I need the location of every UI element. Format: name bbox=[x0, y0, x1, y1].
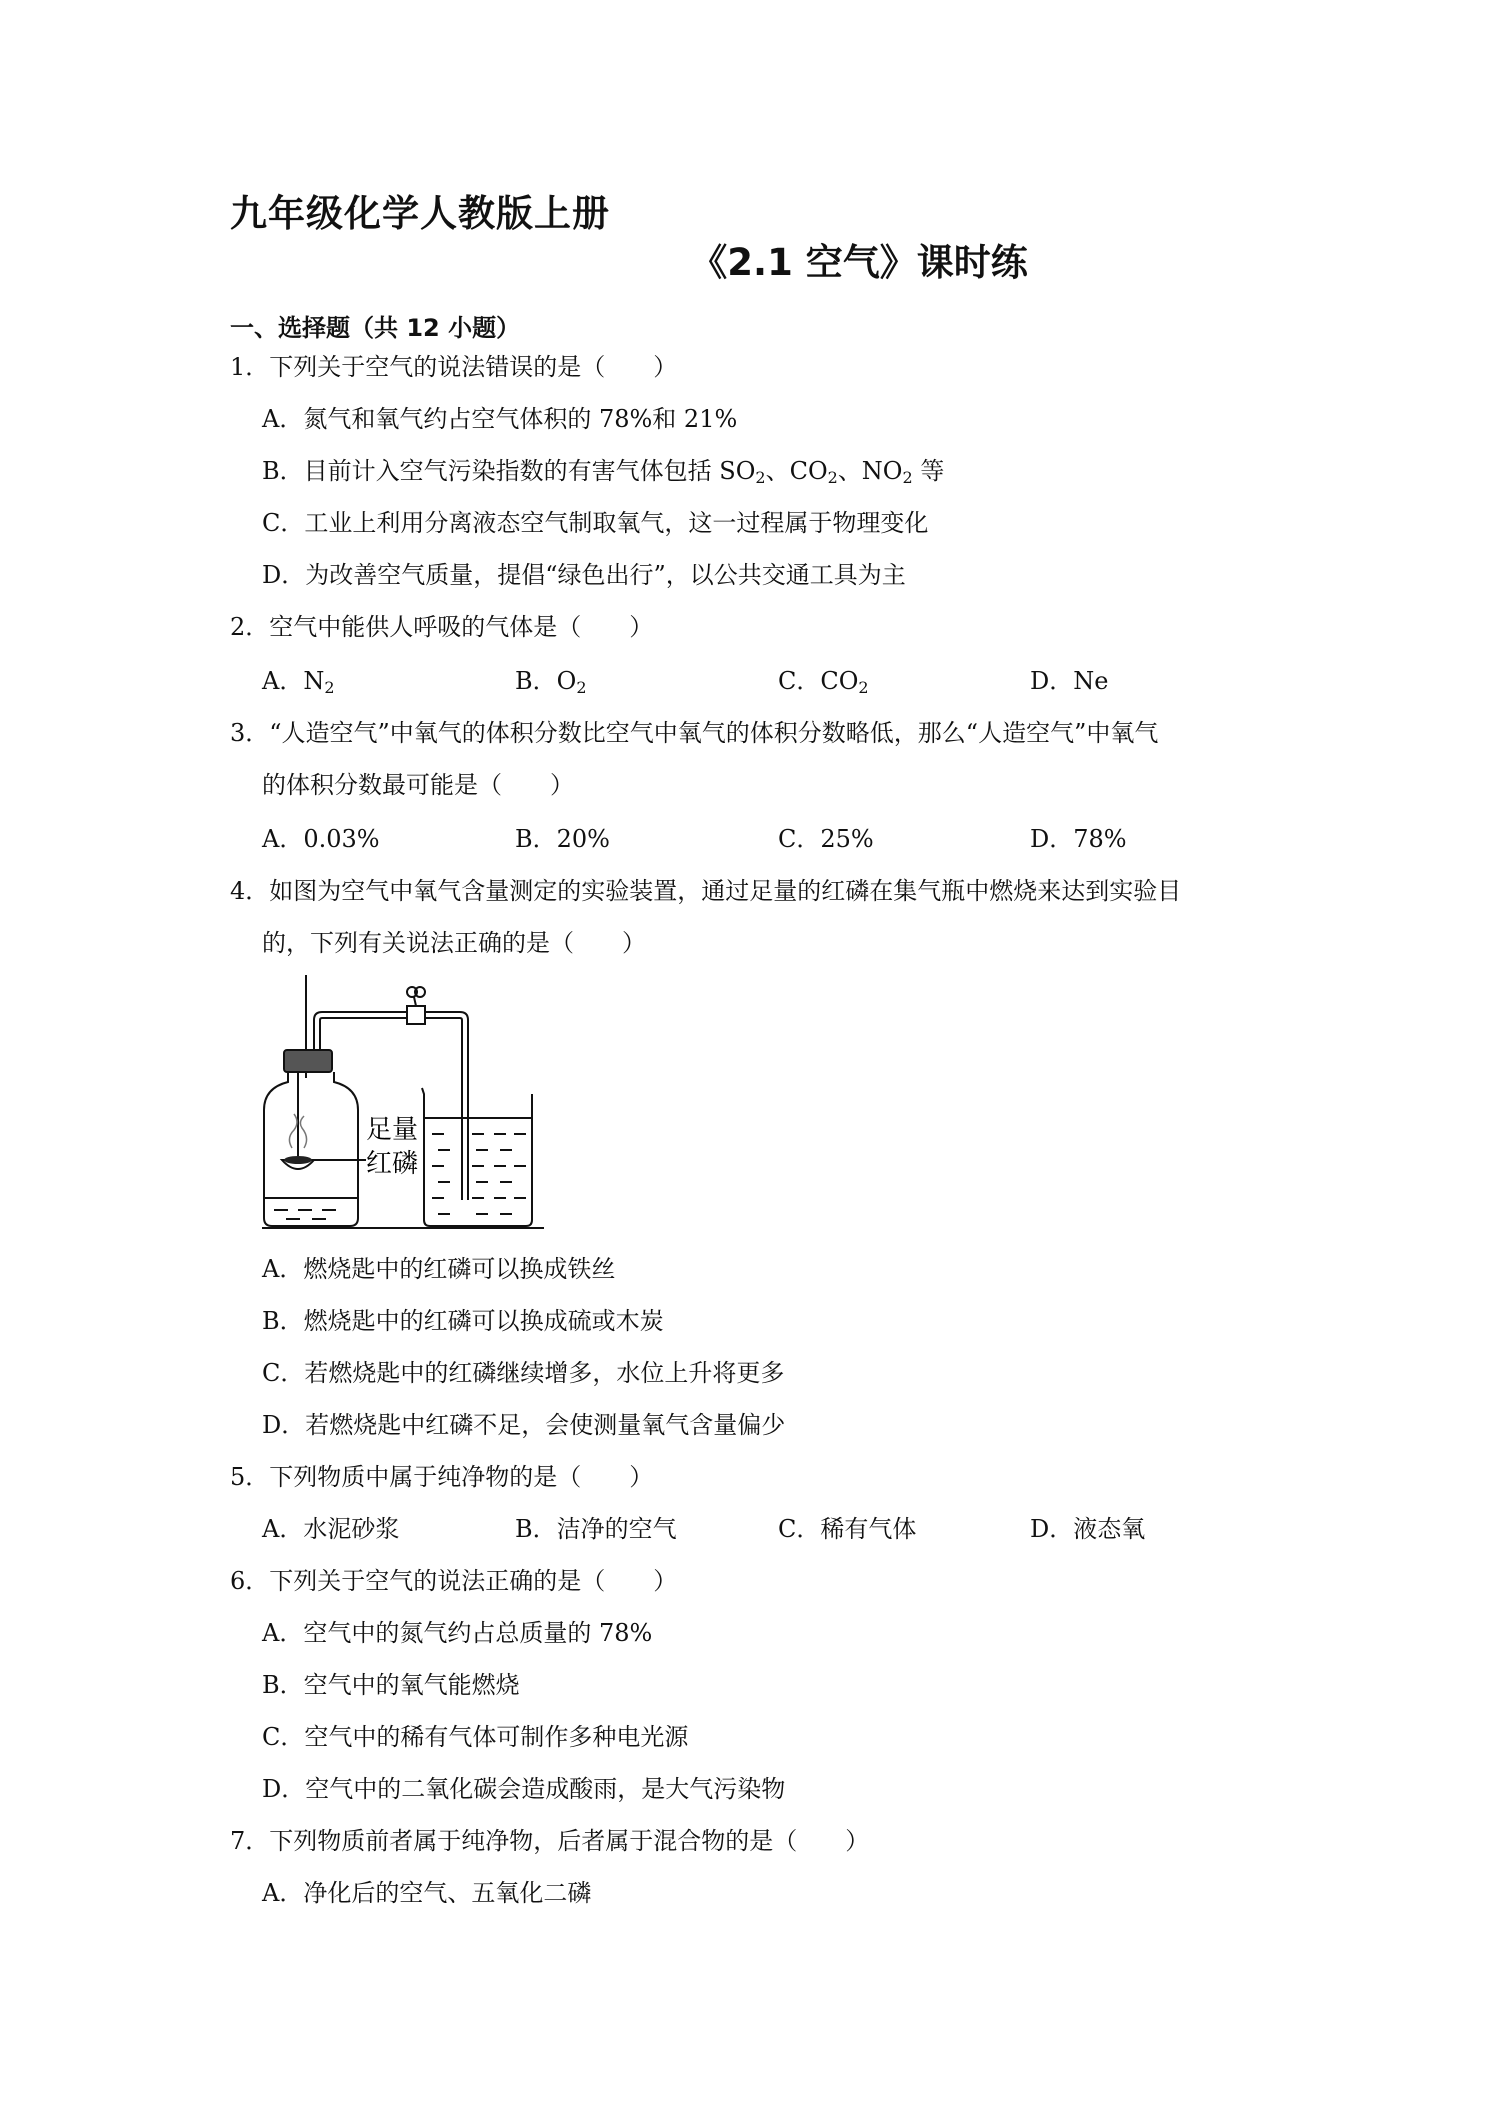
red-phosphorus bbox=[284, 1156, 312, 1164]
beaker bbox=[422, 1088, 532, 1226]
document-subtitle: 《2.1 空气》课时练 bbox=[690, 241, 1028, 284]
question-5-option-d: D．液态氧 bbox=[1030, 1515, 1146, 1543]
question-2-option-b: B．$O_2$ bbox=[515, 667, 587, 697]
question-3-option-c: C．25% bbox=[778, 825, 874, 853]
question-3-option-a: A．0.03% bbox=[262, 825, 380, 853]
question-3-option-b: B．20% bbox=[515, 825, 610, 853]
question-6-option-d: D．空气中的二氧化碳会造成酸雨，是大气污染物 bbox=[262, 1775, 786, 1803]
question-1-option-d: D．为改善空气质量，提倡“绿色出行”，以公共交通工具为主 bbox=[262, 561, 906, 589]
question-4-option-c: C．若燃烧匙中的红磷继续增多，水位上升将更多 bbox=[262, 1359, 785, 1387]
question-4-option-a: A．燃烧匙中的红磷可以换成铁丝 bbox=[262, 1255, 616, 1283]
question-6-option-c: C．空气中的稀有气体可制作多种电光源 bbox=[262, 1723, 689, 1751]
question-1-stem: 1．下列关于空气的说法错误的是（ ） bbox=[230, 353, 678, 381]
question-3-option-d: D．78% bbox=[1030, 825, 1127, 853]
question-5-option-a: A．水泥砂浆 bbox=[262, 1515, 400, 1543]
question-4-option-d: D．若燃烧匙中红磷不足，会使测量氧气含量偏少 bbox=[262, 1411, 786, 1439]
question-4-stem-line2: 的，下列有关说法正确的是（ ） bbox=[262, 929, 646, 957]
question-2-option-a: A．$N_2$ bbox=[262, 667, 335, 697]
gas-collecting-jar bbox=[264, 1072, 358, 1226]
question-3-stem-line2: 的体积分数最可能是（ ） bbox=[262, 771, 574, 799]
figure-label-sufficient: 足量 bbox=[366, 1115, 419, 1145]
question-4-option-b: B．燃烧匙中的红磷可以换成硫或木炭 bbox=[262, 1307, 664, 1335]
document-title: 九年级化学人教版上册 bbox=[230, 192, 610, 235]
section-heading: 一、选择题（共 12 小题） bbox=[230, 314, 521, 342]
oxygen-measurement-apparatus-figure bbox=[262, 970, 552, 1230]
question-5-option-b: B．洁净的空气 bbox=[515, 1515, 677, 1543]
question-4-stem-line1: 4．如图为空气中氧气含量测定的实验装置，通过足量的红磷在集气瓶中燃烧来达到实验目 bbox=[230, 877, 1182, 905]
question-7-option-a: A．净化后的空气、五氧化二磷 bbox=[262, 1879, 592, 1907]
question-3-stem-line1: 3．“人造空气”中氧气的体积分数比空气中氧气的体积分数略低，那么“人造空气”中氧气 bbox=[230, 719, 1159, 747]
question-5-option-c: C．稀有气体 bbox=[778, 1515, 917, 1543]
spring-clamp bbox=[407, 1006, 425, 1024]
rubber-stopper bbox=[284, 1050, 332, 1072]
question-7-stem: 7．下列物质前者属于纯净物，后者属于混合物的是（ ） bbox=[230, 1827, 870, 1855]
question-6-stem: 6．下列关于空气的说法正确的是（ ） bbox=[230, 1567, 678, 1595]
question-1-option-b: B．目前计入空气污染指数的有害气体包括 $SO_2$、$CO_2$、$NO_2$ 等 bbox=[262, 457, 945, 487]
question-6-option-b: B．空气中的氧气能燃烧 bbox=[262, 1671, 520, 1699]
question-6-option-a: A．空气中的氮气约占总质量的 78% bbox=[262, 1619, 653, 1647]
figure-label-red-phosphorus: 红磷 bbox=[366, 1149, 419, 1179]
question-2-option-d: D．Ne bbox=[1030, 667, 1109, 695]
question-1-option-a: A．氮气和氧气约占空气体积的 78%和 21% bbox=[262, 405, 738, 433]
question-2-stem: 2．空气中能供人呼吸的气体是（ ） bbox=[230, 613, 654, 641]
question-1-option-c: C．工业上利用分离液态空气制取氧气，这一过程属于物理变化 bbox=[262, 509, 929, 537]
question-5-stem: 5．下列物质中属于纯净物的是（ ） bbox=[230, 1463, 654, 1491]
question-2-option-c: C．$CO_2$ bbox=[778, 667, 869, 697]
